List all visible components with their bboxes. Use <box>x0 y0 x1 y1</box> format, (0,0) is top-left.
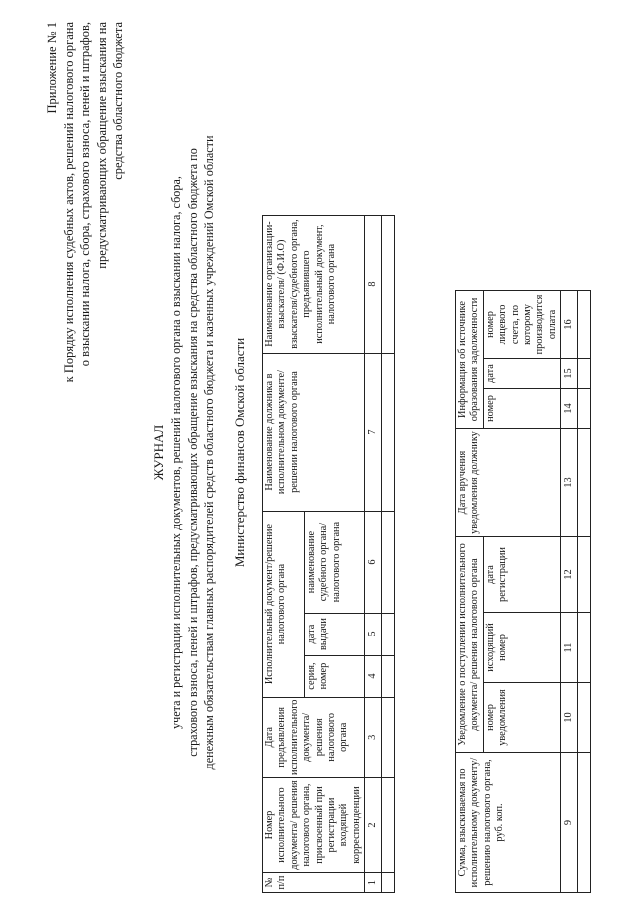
header-debtor-name: Наименование должника в исполнительном документе/решении налогового органа <box>263 353 365 511</box>
journal-title <box>150 10 248 895</box>
header-source-date: дата <box>483 359 560 389</box>
appendix-line: о взыскании налога, сбора, страхового взноса, пеней и штрафов, <box>78 22 92 367</box>
empty-cell[interactable] <box>381 873 394 893</box>
column-number: 15 <box>561 359 577 389</box>
empty-cell[interactable] <box>577 753 590 893</box>
header-issue-date: дата выдачи <box>304 613 364 655</box>
column-number: 14 <box>561 389 577 429</box>
header-authority-name: наименование судебного органа/ налогового органа <box>304 511 364 613</box>
column-number: 5 <box>365 613 381 655</box>
journal-heading: ЖУРНАЛ <box>151 424 166 481</box>
header-presentation-date: Дата предъявления исполнительного документа/ решения налогового органа <box>263 697 365 777</box>
empty-cell[interactable] <box>381 655 394 697</box>
journal-table-part-2 <box>455 290 591 893</box>
empty-cell[interactable] <box>381 697 394 777</box>
header-registration-date: дата регистрации <box>483 537 560 613</box>
header-row-number: № п/п <box>263 873 365 893</box>
column-number: 7 <box>365 353 381 511</box>
empty-cell[interactable] <box>381 353 394 511</box>
empty-cell[interactable] <box>381 511 394 613</box>
appendix-line: Приложение № 1 <box>45 22 59 114</box>
empty-cell[interactable] <box>577 613 590 683</box>
column-number: 8 <box>365 215 381 353</box>
empty-cell[interactable] <box>381 778 394 873</box>
empty-cell[interactable] <box>577 389 590 429</box>
column-number: 16 <box>561 291 577 359</box>
empty-cell[interactable] <box>577 683 590 753</box>
ministry-name: Министерство финансов Омской области <box>231 337 247 568</box>
header-document-number: Номер исполнительного документа/ решения налогового органа, присвоенный при регистрации входящей корреспонденции <box>263 778 365 873</box>
column-number: 2 <box>365 778 381 873</box>
column-number: 9 <box>561 753 577 893</box>
appendix-line: средства областного бюджета <box>111 22 125 180</box>
journal-table-part-1 <box>262 215 395 893</box>
column-number: 12 <box>561 537 577 613</box>
header-debt-source-group: Информация об источнике образования задолженности <box>456 291 484 429</box>
header-recovery-amount: Сумма, взыскиваемая по исполнительному документу/решению налогового органа, руб. коп. <box>456 753 561 893</box>
column-number: 3 <box>365 697 381 777</box>
header-executive-document-group: Исполнительный документ/решение налогового органа <box>263 511 305 697</box>
header-account-number: номер лицевого счета, по которому производится оплата <box>483 291 560 359</box>
journal-subtitle-line: страхового взноса, пеней и штрафов, предусматривающих обращение взыскания на средства областного бюджета по <box>185 148 200 757</box>
empty-cell[interactable] <box>381 215 394 353</box>
column-number: 6 <box>365 511 381 613</box>
empty-cell[interactable] <box>577 429 590 537</box>
empty-cell[interactable] <box>577 537 590 613</box>
column-number: 10 <box>561 683 577 753</box>
header-claimant-name: Наименование организации-взыскателя/ (Ф.И.О) взыскателя/судебного органа, предъявившего исполнительный документ, налогового органа <box>263 215 365 353</box>
header-notification-group: Уведомление о поступлении исполнительного документа/ решения налогового органа <box>456 537 484 753</box>
header-delivery-date: Дата вручения уведомления должнику <box>456 429 561 537</box>
header-series-number: серия, номер <box>304 655 364 697</box>
column-number: 13 <box>561 429 577 537</box>
journal-subtitle-line: учета и регистрации исполнительных документов, решений налогового органа о взыскании налога, сбора, <box>169 176 183 729</box>
column-number: 1 <box>365 873 381 893</box>
journal-subtitle-line: денежным обязательствам главных распорядителей средств областного бюджета и казенных учреждений Омской области <box>202 135 217 770</box>
appendix-note <box>44 22 127 542</box>
header-outgoing-number: исходящий номер <box>483 613 560 683</box>
empty-cell[interactable] <box>381 613 394 655</box>
empty-cell[interactable] <box>577 291 590 359</box>
appendix-line: предусматривающих обращение взыскания на <box>94 22 109 269</box>
empty-cell[interactable] <box>577 359 590 389</box>
header-source-number: номер <box>483 389 560 429</box>
appendix-line: к Порядку исполнения судебных актов, решений налогового органа <box>61 22 76 383</box>
header-notification-number: номер уведомления <box>483 683 560 753</box>
column-number: 4 <box>365 655 381 697</box>
column-number: 11 <box>561 613 577 683</box>
